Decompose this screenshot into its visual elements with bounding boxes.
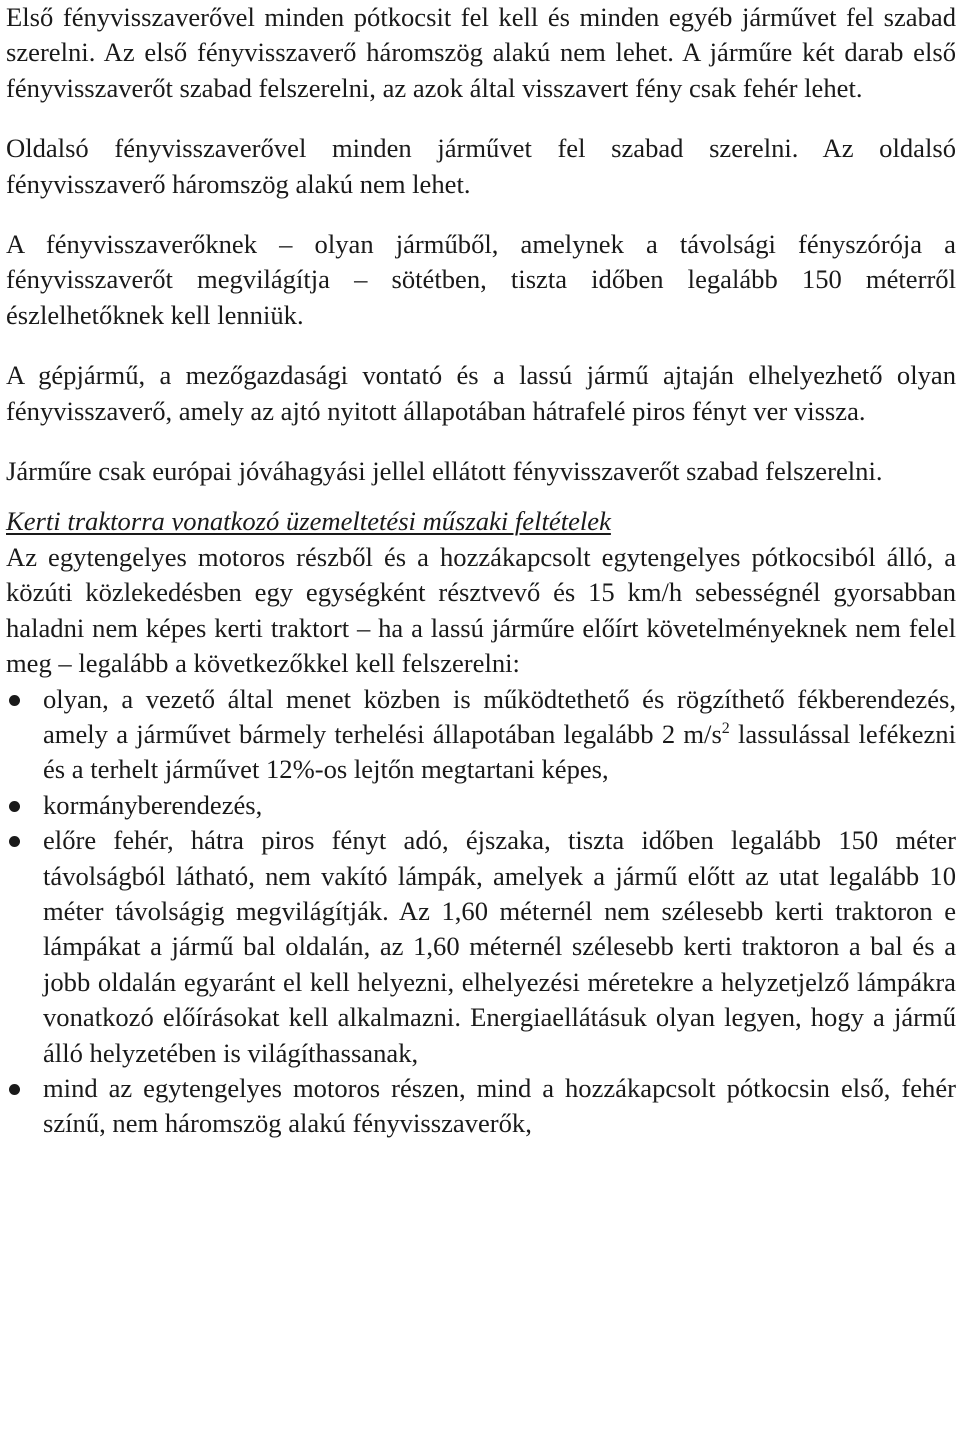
bullet-icon [9,801,20,812]
section-intro: Az egytengelyes motoros részből és a hozzákapcsolt egytengelyes pótkocsiból álló, a közúti közlekedésben egy egységként résztvevő és 15 km/h sebességnél gyorsabban haladni nem képes kerti traktort – ha a lassú járműre előírt követelményeknek nem felel meg – legalább a következőkkel kell felszerelni: [6,541,956,679]
list-item-brake-text-end: lassulással lefékezni és a terhelt járművet 12%-os lejtőn megtartani képes, [43,718,956,785]
list-item-steering [6,788,956,823]
bullet-icon [9,1084,20,1095]
bullet-icon [9,836,20,847]
requirements-list [6,682,956,1142]
section-heading: Kerti traktorra vonatkozó üzemeltetési műszaki feltételek [6,506,611,537]
list-item-lamps-text: előre fehér, hátra piros fényt adó, éjszaka, tiszta időben legalább 150 méter távolságból látható, nem vakító lámpák, amelyek a jármű előtt az utat legalább 10 méter távolságig megvilágítják. Az 1,60 méternél nem szélesebb kerti traktoron e lámpákat a jármű bal oldalán, az 1,60 méternél szélesebb kerti traktoron a bal és a jobb oldalán egyaránt el kell helyezni, elhelyezési méretekre a helyzetjelző lámpákra vonatkozó előírásokat kell alkalmazni. Energiaellátásuk olyan legyen, hogy a jármű álló helyzetében is világíthassanak, [43,825,956,1068]
paragraph-reflector-visibility: A fényvisszaverőknek – olyan járműből, amelynek a távolsági fényszórója a fényvisszaverőt megvilágítja – sötétben, tiszta időben legalább 150 méterről észlelhetőknek kell lenniük. [6,229,956,330]
list-item-brake-text: olyan, a vezető által menet közben is működtethető és rögzíthető fékberendezés, amely a járművet bármely terhelési állapotában legalább 2 m/s [43,683,956,749]
paragraph-front-reflector: Első fényvisszaverővel minden pótkocsit fel kell és minden egyéb járművet fel szabad szerelni. Az első fényvisszaverő háromszög alakú nem lehet. A járműre két darab első fényvisszaverőt szabad felszerelni, az azok által visszavert fény csak fehér lehet. [6,2,956,103]
paragraph-door-reflector: A gépjármű, a mezőgazdasági vontató és a lassú jármű ajtaján elhelyezhető olyan fényvisszaverő, amely az ajtó nyitott állapotában hátrafelé piros fényt ver vissza. [6,360,956,426]
paragraph-european-approval: Járműre csak európai jóváhagyási jellel ellátott fényvisszaverőt szabad felszerelni. [6,456,883,487]
list-item-brake [6,682,956,788]
paragraph-side-reflector: Oldalsó fényvisszaverővel minden járművet fel szabad szerelni. Az oldalsó fényvisszaverő háromszög alakú nem lehet. [6,133,956,199]
bullet-icon [9,695,20,706]
list-item-lamps [6,823,956,1071]
superscript: 2 [721,719,730,737]
list-item-reflectors [6,1071,956,1142]
list-item-reflectors-text: mind az egytengelyes motoros részen, mind a hozzákapcsolt pótkocsin első, fehér színű, nem háromszög alakú fényvisszaverők, [43,1072,956,1139]
list-item-steering-text: kormányberendezés, [43,789,263,820]
document-page [6,0,956,1142]
